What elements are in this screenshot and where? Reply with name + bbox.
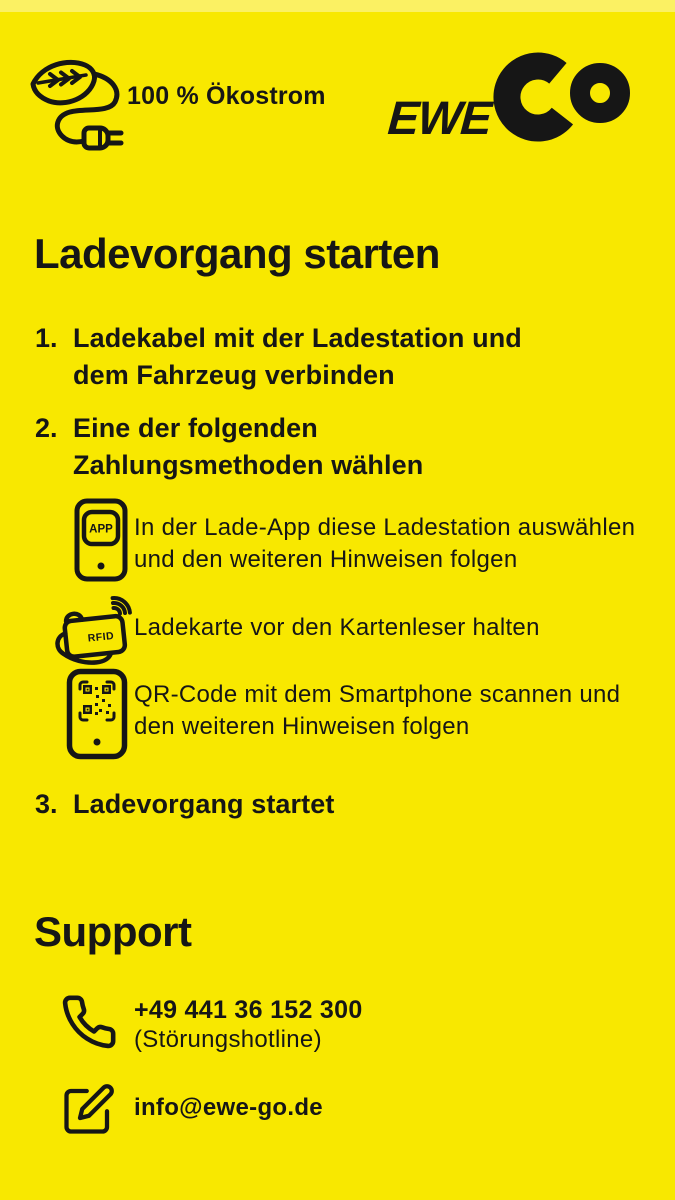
qr-phone-icon: [66, 668, 128, 760]
eco-label: 100 % Ökostrom: [127, 82, 326, 110]
method-line: und den weiteren Hinweisen folgen: [134, 546, 518, 573]
step-line: Zahlungsmethoden wählen: [73, 450, 424, 480]
app-badge-text: APP: [89, 523, 113, 536]
step-line: Ladevorgang startet: [73, 789, 335, 819]
support-phone-number: +49 441 36 152 300: [134, 996, 363, 1024]
app-phone-icon: [74, 498, 128, 582]
method-line: QR-Code mit dem Smartphone scannen und: [134, 681, 621, 708]
method-text: [134, 612, 540, 644]
support-email: info@ewe-go.de: [134, 1094, 323, 1121]
page-title: Ladevorgang starten: [34, 230, 440, 277]
support-title: Support: [34, 908, 192, 955]
method-text: [134, 512, 635, 576]
rfid-badge-text: RFID: [87, 629, 115, 645]
step-number: 2.: [35, 413, 58, 443]
logo-ewe-text: EWE: [386, 91, 493, 144]
support-phone-note: (Störungshotline): [134, 1026, 322, 1053]
phone-handset-icon: [60, 990, 118, 1054]
rfid-card-icon: [54, 588, 144, 668]
compose-icon: [62, 1080, 116, 1138]
step-text: [73, 320, 522, 394]
method-line: den weiteren Hinweisen folgen: [134, 713, 470, 740]
step-number: 3.: [35, 789, 58, 819]
method-line: In der Lade-App diese Ladestation auswählen: [134, 514, 636, 541]
method-line: Ladekarte vor den Kartenleser halten: [134, 614, 540, 641]
step-line: Ladekabel mit der Ladestation und: [73, 323, 522, 353]
logo-go-icon: [488, 52, 648, 144]
step-text: [73, 410, 423, 484]
step-number: 1.: [35, 323, 58, 353]
eco-plug-icon: [28, 52, 124, 164]
step-text: [73, 786, 334, 823]
step-line: Eine der folgenden: [73, 413, 318, 443]
step-line: dem Fahrzeug verbinden: [73, 360, 395, 390]
top-light-strip: [0, 0, 675, 12]
method-text: [134, 679, 620, 743]
